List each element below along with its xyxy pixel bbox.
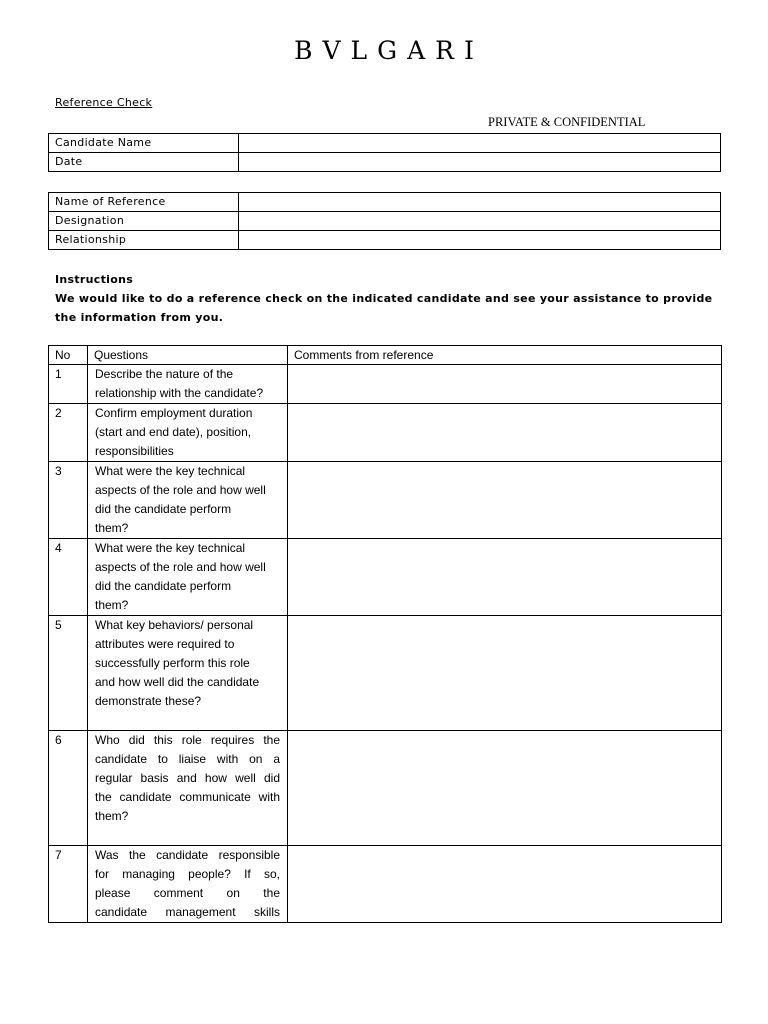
relationship-field[interactable] [239, 231, 721, 250]
question-text [88, 539, 288, 616]
question-line: candidate management skills [95, 905, 280, 919]
table-row [49, 365, 722, 404]
question-line: demonstrate these? [95, 694, 202, 708]
question-number: 5 [49, 616, 88, 731]
question-text [88, 404, 288, 462]
candidate-name-label: Candidate Name [49, 134, 239, 153]
question-line: relationship with the candidate? [95, 386, 264, 400]
question-line: them? [95, 521, 129, 535]
table-row [49, 212, 721, 231]
table-row [49, 846, 722, 923]
designation-label: Designation [49, 212, 239, 231]
designation-field[interactable] [239, 212, 721, 231]
question-number: 6 [49, 731, 88, 846]
table-row [49, 616, 722, 731]
question-line: What were the key technical [95, 541, 246, 555]
relationship-label: Relationship [49, 231, 239, 250]
question-line: regular basis and how well did [95, 771, 280, 785]
date-field[interactable] [239, 153, 721, 172]
reference-name-label: Name of Reference [49, 193, 239, 212]
table-row [49, 539, 722, 616]
question-text [88, 846, 288, 923]
header-comments: Comments from reference [288, 346, 722, 365]
table-row [49, 731, 722, 846]
question-number: 4 [49, 539, 88, 616]
table-row [49, 134, 721, 153]
question-line: What were the key technical [95, 464, 246, 478]
questions-header-row [49, 346, 722, 365]
instructions-body: We would like to do a reference check on the indicated candidate and see your assistance to provide the information from you. [55, 292, 713, 324]
question-line: responsibilities [95, 444, 174, 458]
reference-comment-field[interactable] [288, 462, 722, 539]
question-line: aspects of the role and how well [95, 560, 266, 574]
reference-info-table [48, 192, 721, 250]
question-text [88, 365, 288, 404]
question-line: them? [95, 598, 129, 612]
question-line: for managing people? If so, [95, 867, 280, 881]
confidential-label: PRIVATE & CONFIDENTIAL [488, 115, 646, 129]
document-title: Reference Check [55, 96, 153, 109]
table-row [49, 231, 721, 250]
table-row [49, 193, 721, 212]
question-number: 2 [49, 404, 88, 462]
reference-comment-field[interactable] [288, 616, 722, 731]
header-no: No [49, 346, 88, 365]
instructions-block [55, 270, 725, 327]
question-line: the candidate communicate with [95, 790, 280, 804]
table-row [49, 462, 722, 539]
question-line: Confirm employment duration [95, 406, 253, 420]
question-line: attributes were required to [95, 637, 235, 651]
question-text [88, 616, 288, 731]
question-line: (start and end date), position, [95, 425, 252, 439]
question-number: 7 [49, 846, 88, 923]
question-text [88, 462, 288, 539]
question-line: them? [95, 809, 129, 823]
question-line: aspects of the role and how well [95, 483, 266, 497]
reference-comment-field[interactable] [288, 731, 722, 846]
question-line: What key behaviors/ personal [95, 618, 254, 632]
question-line: successfully perform this role [95, 656, 250, 670]
reference-comment-field[interactable] [288, 539, 722, 616]
question-line: Who did this role requires the [95, 733, 280, 747]
question-line: did the candidate perform [95, 502, 232, 516]
question-number: 3 [49, 462, 88, 539]
table-row [49, 153, 721, 172]
candidate-name-field[interactable] [239, 134, 721, 153]
reference-name-field[interactable] [239, 193, 721, 212]
table-row [49, 404, 722, 462]
question-line: candidate to liaise with on a [95, 752, 280, 766]
header-questions: Questions [88, 346, 288, 365]
question-text [88, 731, 288, 846]
question-line: Describe the nature of the [95, 367, 234, 381]
candidate-info-table [48, 133, 721, 172]
question-line: and how well did the candidate [95, 675, 260, 689]
reference-comment-field[interactable] [288, 846, 722, 923]
question-number: 1 [49, 365, 88, 404]
question-line: did the candidate perform [95, 579, 232, 593]
question-line: please comment on the [95, 886, 280, 900]
date-label: Date [49, 153, 239, 172]
questions-body [49, 365, 722, 923]
instructions-heading: Instructions [55, 273, 134, 286]
questions-table [48, 345, 722, 923]
reference-comment-field[interactable] [288, 365, 722, 404]
question-line: Was the candidate responsible [95, 848, 280, 862]
reference-comment-field[interactable] [288, 404, 722, 462]
brand-logo: BVLGARI [294, 36, 484, 65]
